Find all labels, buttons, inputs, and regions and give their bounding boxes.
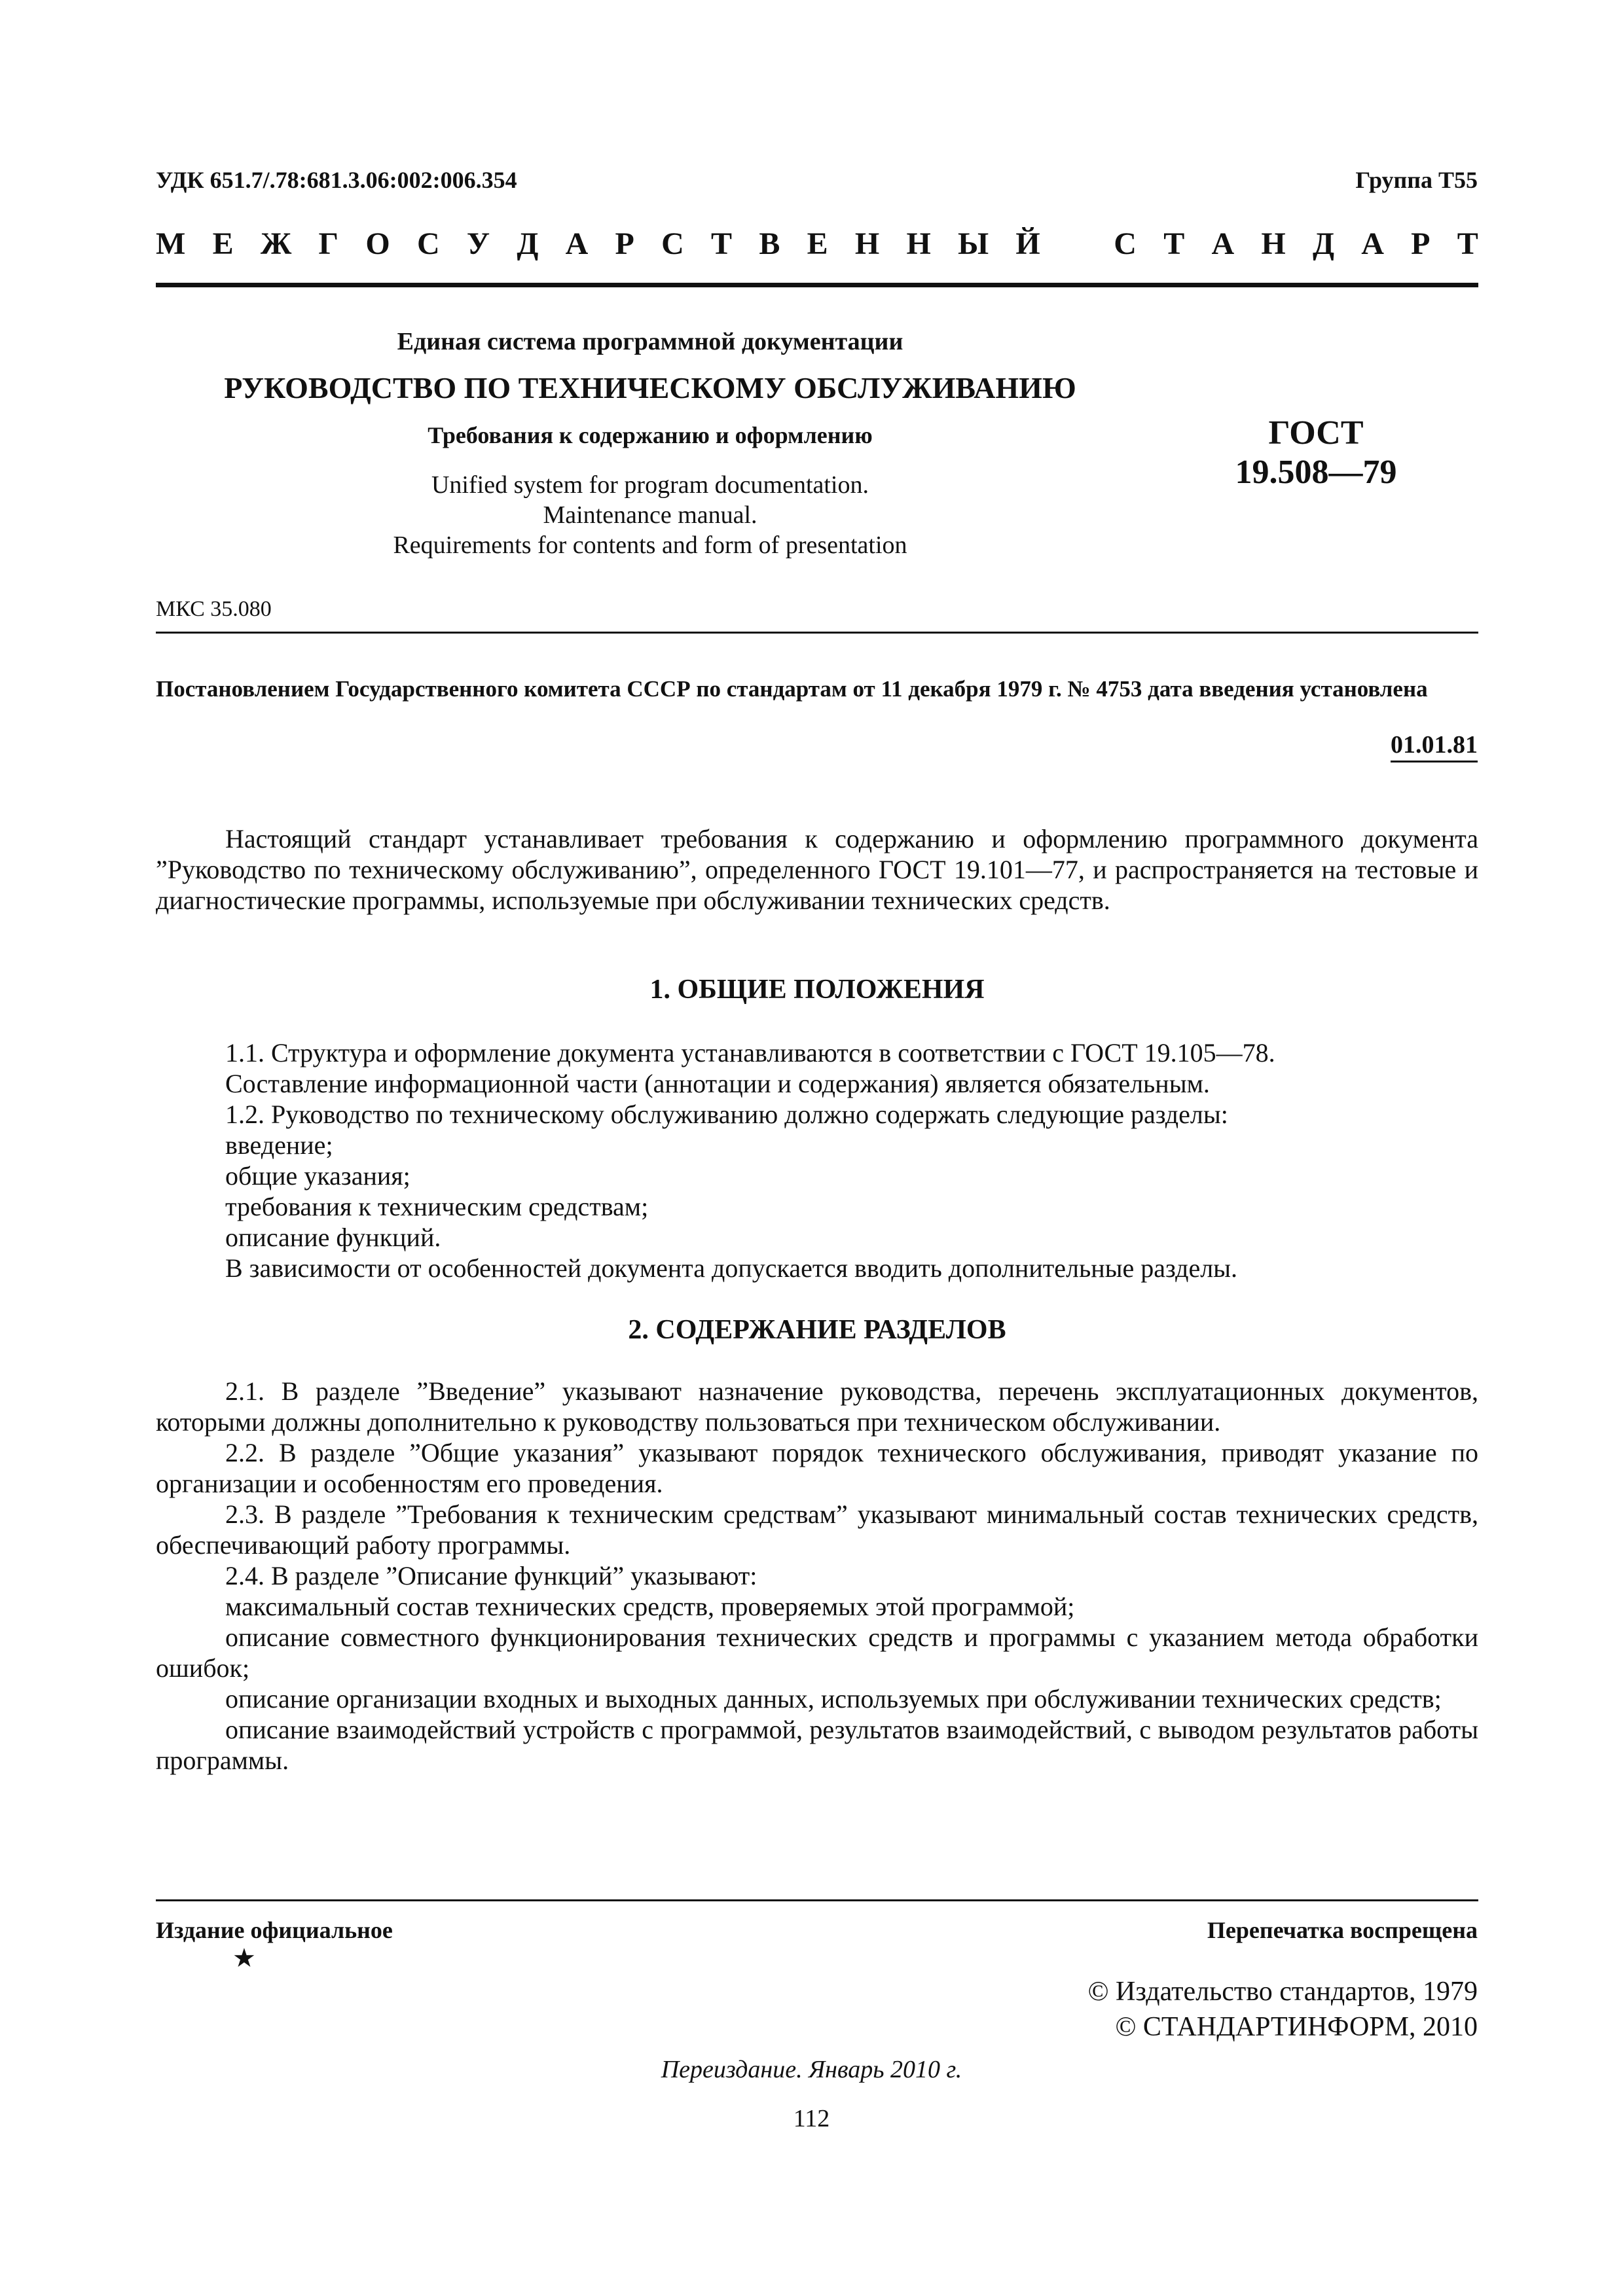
effective-date: 01.01.81 <box>1391 730 1478 762</box>
page-number: 112 <box>793 2105 830 2132</box>
section-1-body <box>156 1037 1478 1283</box>
standard-series: Единая система программной документации <box>397 328 903 355</box>
star-icon: ★ <box>232 1943 256 1973</box>
document-title: РУКОВОДСТВО ПО ТЕХНИЧЕСКОМУ ОБСЛУЖИВАНИЮ <box>224 371 1076 404</box>
english-title: Unified system for program documentation. Maintenance manual. Requirements for contents and form of presentation <box>393 471 907 559</box>
list-item: описание организации входных и выходных данных, используемых при обслуживании технических средств; <box>225 1684 1442 1713</box>
interstate-standard-heading: М Е Ж Г О С У Д А Р С Т В Е Н Н Ы Й С Т А Н Д А Р Т <box>156 226 1478 261</box>
section-2-title: 2. СОДЕРЖАНИЕ РАЗДЕЛОВ <box>628 1315 1006 1345</box>
reissue-note: Переиздание. Январь 2010 г. <box>661 2056 962 2083</box>
list-item: введение; <box>225 1130 333 1160</box>
copyright-block: © Издательство стандартов, 1979 © СТАНДАРТИНФОРМ, 2010 <box>1087 1977 1478 2042</box>
mks-code: МКС 35.080 <box>156 597 272 621</box>
footer-rule <box>156 1899 1478 1901</box>
paragraph: 2.2. В разделе ”Общие указания” указывают порядок технического обслуживания, приводят указание по организации и особенностям его проведения. <box>156 1438 1478 1498</box>
document-subtitle: Требования к содержанию и оформлению <box>428 422 873 448</box>
gost-designation: ГОСТ 19.508—79 <box>1235 414 1397 491</box>
list-item: описание взаимодействий устройств с программой, результатов взаимодействий, с выводом результатов работы программы. <box>156 1715 1478 1775</box>
section-2-body <box>156 1376 1478 1776</box>
official-edition: Издание официальное <box>156 1917 393 1943</box>
section-1-title: 1. ОБЩИЕ ПОЛОЖЕНИЯ <box>649 975 985 1005</box>
udk-code: УДК 651.7/.78:681.3.06:002:006.354 <box>156 167 517 193</box>
paragraph: 2.1. В разделе ”Введение” указывают назначение руководства, перечень эксплуатационных документов, которыми должны дополнительно к руководству пользоваться при техническом обслуживании. <box>156 1376 1478 1437</box>
header-rule <box>156 283 1478 287</box>
paragraph: Составление информационной части (аннотации и содержания) является обязательным. <box>225 1069 1210 1098</box>
paragraph: 1.2. Руководство по техническому обслуживанию должно содержать следующие разделы: <box>225 1100 1228 1129</box>
paragraph: 2.3. В разделе ”Требования к техническим средствам” указывают минимальный состав технических средств, обеспечивающий работу программы. <box>156 1499 1478 1560</box>
reprint-notice: Перепечатка воспрещена <box>1207 1917 1478 1943</box>
mks-rule <box>156 632 1478 634</box>
list-item: описание функций. <box>225 1223 441 1252</box>
paragraph: 1.1. Структура и оформление документа устанавливаются в соответствии с ГОСТ 19.105—78. <box>225 1038 1275 1067</box>
paragraph: В зависимости от особенностей документа допускается вводить дополнительные разделы. <box>225 1253 1238 1283</box>
list-item: максимальный состав технических средств, проверяемых этой программой; <box>225 1592 1075 1621</box>
list-item: требования к техническим средствам; <box>225 1192 649 1221</box>
decree-text: Постановлением Государственного комитета СССР по стандартам от 11 декабря 1979 г. № 4753 дата введения установлена <box>156 676 1428 702</box>
classification-group: Группа Т55 <box>1355 167 1478 193</box>
paragraph: 2.4. В разделе ”Описание функций” указывают: <box>225 1561 757 1590</box>
list-item: описание совместного функционирования технических средств и программы с указанием метода обработки ошибок; <box>156 1623 1478 1683</box>
intro-paragraph: Настоящий стандарт устанавливает требования к содержанию и оформлению программного документа ”Руководство по техническому обслуживанию”, определенного ГОСТ 19.101—77, и распространяется на тестовые и диагностические программы, используемые при обслуживании технических средств. <box>156 824 1478 915</box>
list-item: общие указания; <box>225 1161 410 1191</box>
